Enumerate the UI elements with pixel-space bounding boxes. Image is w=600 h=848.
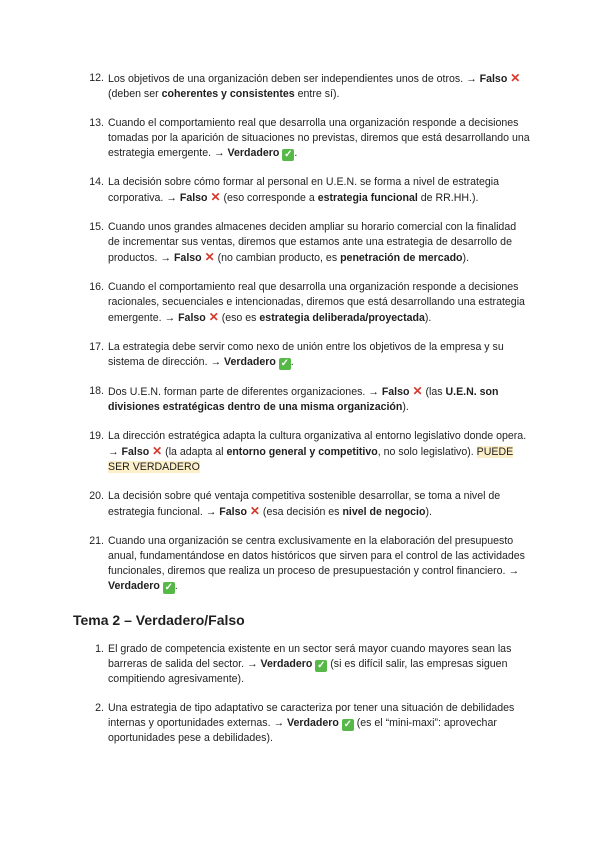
cross-mark-icon: ✕: [249, 504, 260, 518]
list-item: 15. Cuando unos grandes almacenes deciden ampliar su horario comercial con la finalidad de incrementar sus ventas, diremos que estamos ante una estrategia de desarrollo de productos. → Falso ✕ (no cambian producto, es penetración de mercado).: [89, 221, 517, 264]
cross-mark-icon: ✕: [412, 384, 423, 398]
true-false-list-tema1: [0, 71, 600, 608]
true-false-list-tema2: [0, 642, 600, 760]
list-item: 12. Los objetivos de una organización deben ser independientes unos de otros. → Falso ✕ (deben ser coherentes y consistentes entre sí).: [89, 71, 521, 100]
highlighted-note: PUEDE SER VERDADERO: [108, 446, 514, 473]
cross-mark-icon: ✕: [208, 310, 219, 324]
list-item: 19. La dirección estratégica adapta la cultura organizativa al entorno legislativo donde opera. → Falso ✕ (la adapta al entorno general y competitivo, no solo legislativo). PUEDE SER VERDADERO: [89, 430, 527, 473]
list-item: 17. La estrategia debe servir como nexo de unión entre los objetivos de la empresa y su sistema de dirección. → Verdadero ✓ .: [89, 341, 504, 369]
list-item: 18. Dos U.E.N. forman parte de diferentes organizaciones. → Falso ✕ (las U.E.N. son divisiones estratégicas dentro de una misma organización).: [89, 384, 499, 413]
check-mark-icon: ✓: [317, 660, 326, 671]
list-item: 14. La decisión sobre cómo formar al personal en U.E.N. se forma a nivel de estrategia corporativa. → Falso ✕ (eso corresponde a estrategia funcional de RR.HH.).: [89, 176, 499, 204]
list-item: 13. Cuando el comportamiento real que desarrolla una organización responde a decisiones tomadas por la aparición de situaciones no previstas, diremos que está desarrollando una estrategia emergente. → Verdadero ✓ .: [89, 117, 530, 160]
check-mark-icon: ✓: [284, 149, 293, 160]
list-item: 1. El grado de competencia existente en un sector será mayor cuando mayores sean las barreras de salida del sector. → Verdadero ✓ (si es difícil salir, las empresas siguen compitiendo agresivamente).: [95, 643, 512, 685]
list-item: 2. Una estrategia de tipo adaptativo se caracteriza por tener una situación de debilidades internas y oportunidades externas. → Verdadero ✓ (es el “mini-maxi”: aprovechar oportunidades pese a debilidades).: [95, 702, 515, 744]
cross-mark-icon: ✕: [152, 444, 163, 458]
check-mark-icon: ✓: [280, 358, 289, 369]
list-item: 21. Cuando una organización se centra exclusivamente en la elaboración del presupuesto anual, fundamentándose en datos históricos que sirven para el control de las actividades funcionales, diremos que realiza un proceso de presupuestación y control financiero. → Verdadero ✓ .: [89, 535, 525, 593]
check-mark-icon: ✓: [164, 582, 173, 593]
list-item: 20. La decisión sobre qué ventaja competitiva sostenible desarrollar, se toma a nivel de estrategia funcional. → Falso ✕ (esa decisión es nivel de negocio).: [89, 490, 501, 518]
cross-mark-icon: ✕: [204, 250, 215, 264]
list-item: 16. Cuando el comportamiento real que desarrolla una organización responde a decisiones racionales, secuenciales e intencionadas, diremos que está desarrollando una estrategia emergente. → Falso ✕ (eso es estrategia deliberada/proyectada).: [89, 281, 525, 324]
section-heading: Tema 2 – Verdadero/Falso: [73, 612, 245, 628]
check-mark-icon: ✓: [343, 719, 352, 730]
cross-mark-icon: ✕: [210, 190, 221, 204]
cross-mark-icon: ✕: [510, 71, 521, 85]
